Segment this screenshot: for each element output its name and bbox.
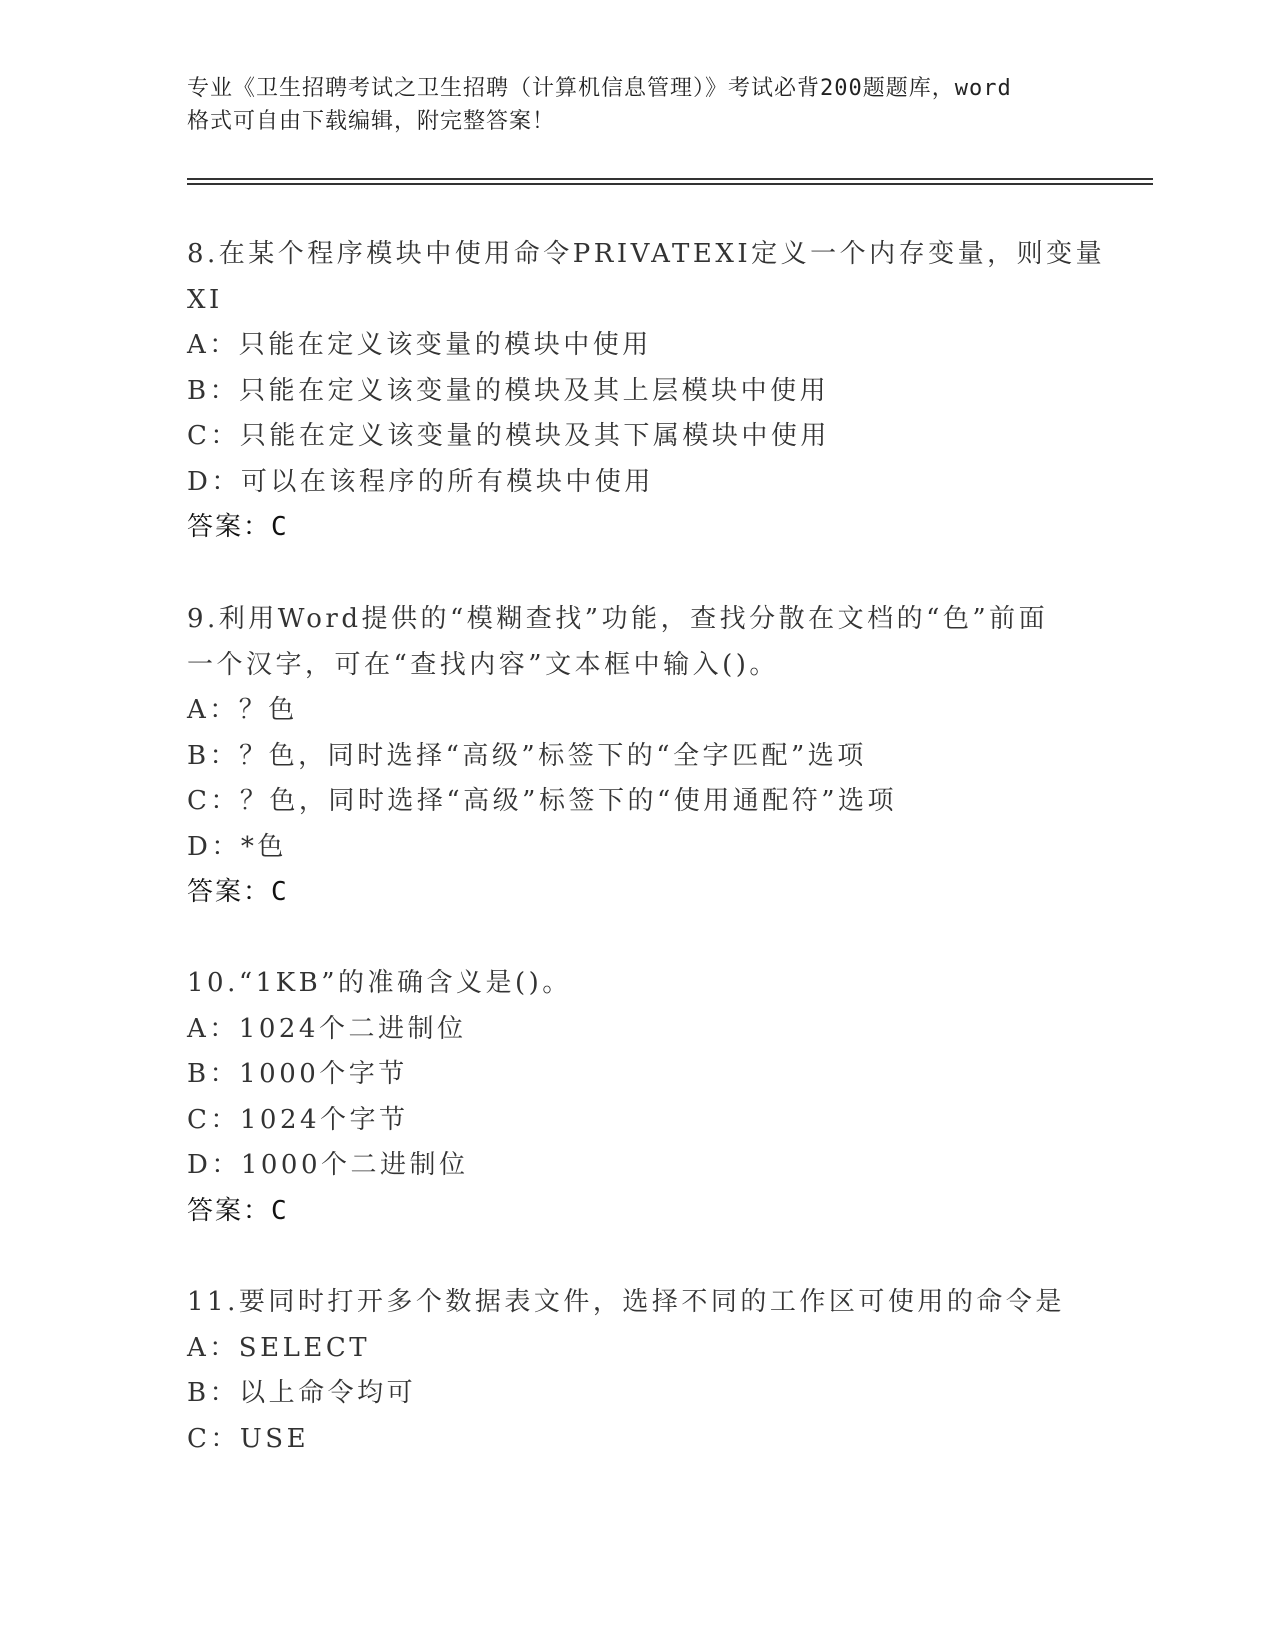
header-divider-bottom [187,183,1153,185]
header-divider-top [187,178,1153,180]
option-d: D：可以在该程序的所有模块中使用 [187,466,654,497]
header-title-line-1: 专业《卫生招聘考试之卫生招聘（计算机信息管理）》考试必背200题题库，word [187,76,1012,101]
question-stem: 一个汉字，可在“查找内容”文本框中输入()。 [187,649,779,680]
option-b: B：只能在定义该变量的模块及其上层模块中使用 [187,375,830,406]
header-title-line-2: 格式可自由下载编辑，附完整答案！ [187,109,556,134]
question-stem: 8.在某个程序模块中使用命令PRIVATEXI定义一个内存变量，则变量 [187,239,1106,269]
question-stem: 11.要同时打开多个数据表文件，选择不同的工作区可使用的命令是 [187,1287,1065,1317]
question-11 [187,1280,1107,1462]
question-stem: XI [187,284,223,315]
question-8 [187,232,1107,551]
question-9 [187,597,1107,916]
option-d: D：1000个二进制位 [187,1150,469,1180]
option-c: C：USE [187,1423,310,1454]
option-d: D：*色 [187,831,287,862]
option-c: C：？色，同时选择“高级”标签下的“使用通配符”选项 [187,786,898,816]
question-stem: 9.利用Word提供的“模糊查找”功能，查找分散在文档的“色”前面 [187,604,1049,634]
option-a: A：？色 [187,695,298,725]
option-a: A：1024个二进制位 [187,1013,467,1044]
option-b: B：1000个字节 [187,1059,408,1089]
question-10 [187,961,1107,1234]
option-b: B：以上命令均可 [187,1378,417,1408]
option-a: A：只能在定义该变量的模块中使用 [187,330,652,360]
answer: 答案：C [187,512,289,542]
option-b: B：？色，同时选择“高级”标签下的“全字匹配”选项 [187,740,867,771]
answer: 答案：C [187,877,289,907]
option-c: C：1024个字节 [187,1104,409,1135]
answer: 答案：C [187,1195,289,1226]
option-a: A：SELECT [187,1332,371,1363]
question-stem: 10.“1KB”的准确含义是()。 [187,968,572,998]
option-c: C：只能在定义该变量的模块及其下属模块中使用 [187,421,830,451]
document-header [187,72,1087,138]
